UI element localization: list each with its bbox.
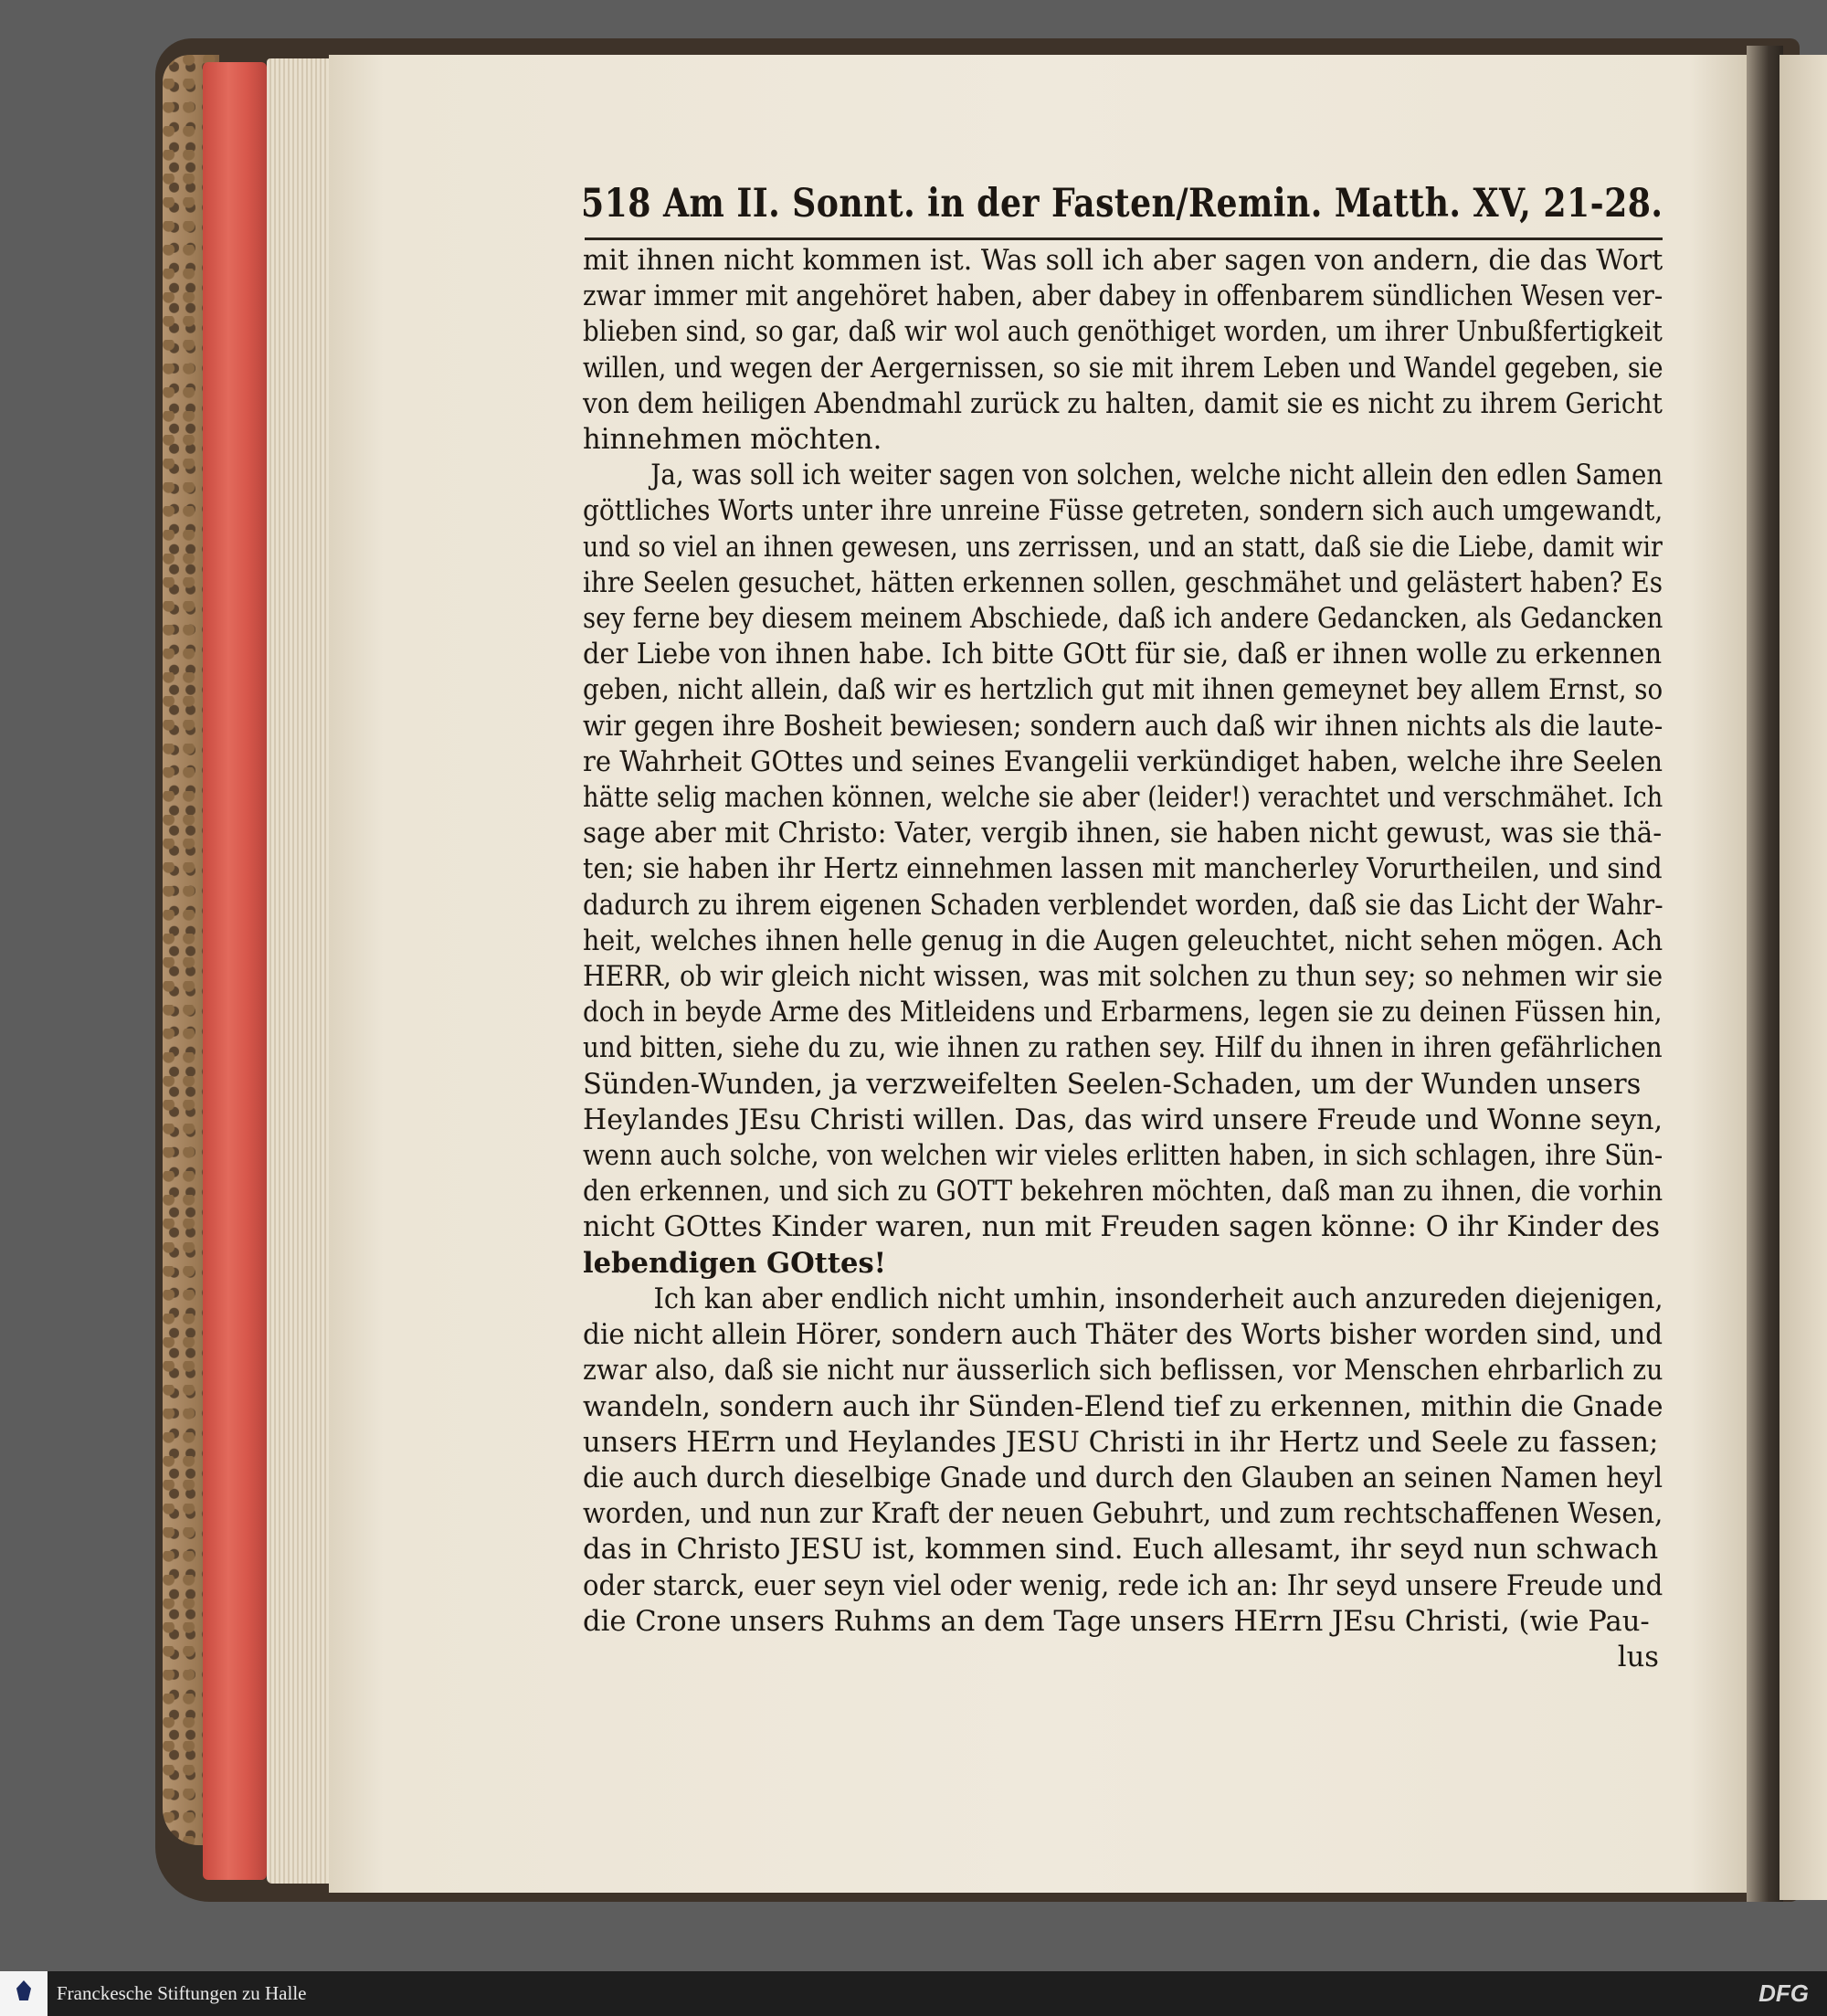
dfg-logo[interactable]: DFG bbox=[1758, 1979, 1809, 2007]
red-page-edge bbox=[203, 62, 267, 1880]
text-line: den erkennen, und sich zu GOTT bekehren möchten, daß man zu ihnen, die vorhin bbox=[583, 1176, 1663, 1209]
text-line: mit ihnen nicht kommen ist. Was soll ich aber sagen von andern, die das Wort bbox=[583, 245, 1663, 277]
institution-name[interactable]: Franckesche Stiftungen zu Halle bbox=[57, 1982, 307, 2004]
text-line: nicht GOttes Kinder waren, nun mit Freuden sagen könne: O ihr Kinder des bbox=[583, 1211, 1661, 1244]
page-stack bbox=[267, 58, 338, 1884]
text-line: Ja, was soll ich weiter sagen von solchen, welche nicht allein den edlen Samen bbox=[650, 459, 1663, 492]
text-line: doch in beyde Arme des Mitleidens und Erbarmens, legen sie zu deinen Füssen hin, bbox=[583, 997, 1663, 1029]
text-line: und so viel an ihnen gewesen, uns zerrissen, und an statt, daß sie die Liebe, damit wir bbox=[583, 531, 1663, 564]
text-line: wenn auch solche, von welchen wir vieles erlitten haben, in sich schlagen, ihre Sün- bbox=[583, 1140, 1663, 1173]
header-rule bbox=[585, 237, 1663, 240]
text-line: lebendigen GOttes! bbox=[583, 1246, 887, 1280]
text-line: geben, nicht allein, daß wir es hertzlich gut mit ihnen gemeynet bey allem Ernst, so bbox=[583, 674, 1663, 707]
viewer-footer-bar bbox=[0, 1971, 1827, 2016]
text-line: die Crone unsers Ruhms an dem Tage unsers HErrn JEsu Christi, (wie Pau- bbox=[583, 1605, 1650, 1638]
text-line: worden, und nun zur Kraft der neuen Gebuhrt, und zum rechtschaffenen Wesen, bbox=[583, 1498, 1663, 1531]
text-line: sage aber mit Christo: Vater, vergib ihnen, sie haben nicht gewust, was sie thä- bbox=[583, 818, 1663, 850]
text-line: blieben sind, so gar, daß wir wol auch genöthiget worden, um ihrer Unbußfertigkeit bbox=[583, 316, 1663, 349]
text-line: zwar immer mit angehöret haben, aber dabey in offenbarem sündlichen Wesen ver- bbox=[583, 280, 1663, 313]
text-line: sey ferne bey diesem meinem Abschiede, daß ich andere Gedancken, als Gedancken bbox=[583, 603, 1663, 636]
facing-page-edge bbox=[1779, 55, 1827, 1900]
text-line: hätte selig machen können, welche sie aber (leider!) verachtet und verschmähet. Ich bbox=[583, 782, 1663, 815]
text-line: die nicht allein Hörer, sondern auch Thäter des Worts bisher worden sind, und bbox=[583, 1319, 1663, 1352]
text-line: Heylandes JEsu Christi willen. Das, das wird unsere Freude und Wonne seyn, bbox=[583, 1103, 1663, 1136]
text-line: heit, welches ihnen helle genug in die Augen geleuchtet, nicht sehen mögen. Ach bbox=[583, 924, 1663, 957]
text-line: hinnehmen möchten. bbox=[583, 424, 882, 457]
text-line: das in Christo JESU ist, kommen sind. Euch allesamt, ihr seyd nun schwach bbox=[583, 1534, 1659, 1567]
text-line: von dem heiligen Abendmahl zurück zu halten, damit sie es nicht zu ihrem Gericht bbox=[583, 387, 1663, 420]
institution-logo-icon bbox=[16, 1980, 31, 2000]
text-line: und bitten, siehe du zu, wie ihnen zu rathen sey. Hilf du ihnen in ihren gefährlichen bbox=[583, 1032, 1663, 1065]
text-line: unsers HErrn und Heylandes JESU Christi in ihr Hertz und Seele zu fassen; bbox=[583, 1426, 1659, 1459]
text-line: ihre Seelen gesuchet, hätten erkennen sollen, geschmähet und gelästert haben? Es bbox=[583, 566, 1663, 599]
text-line: Sünden-Wunden, ja verzweifelten Seelen-Schaden, um der Wunden unsers bbox=[583, 1068, 1642, 1101]
page-text-block bbox=[583, 243, 1663, 1675]
text-line: ten; sie haben ihr Hertz einnehmen lassen mit mancherley Vorurtheilen, und sind bbox=[583, 853, 1663, 886]
text-line: HERR, ob wir gleich nicht wissen, was mit solchen zu thun sey; so nehmen wir sie bbox=[583, 961, 1663, 994]
catchword: lus bbox=[1617, 1641, 1659, 1673]
gutter-shadow bbox=[1747, 46, 1783, 1902]
text-line: die auch durch dieselbige Gnade und durch den Glauben an seinen Namen heyl bbox=[583, 1462, 1663, 1494]
text-line: re Wahrheit GOttes und seines Evangelii verkündiget haben, welche ihre Seelen bbox=[583, 745, 1663, 778]
text-line: der Liebe von ihnen habe. Ich bitte GOtt für sie, daß er ihnen wolle zu erkennen bbox=[583, 639, 1663, 671]
text-line: göttliches Worts unter ihre unreine Füsse getreten, sondern sich auch umgewandt, bbox=[583, 495, 1663, 528]
text-line: dadurch zu ihrem eigenen Schaden verblendet worden, daß sie das Licht der Wahr- bbox=[583, 889, 1663, 922]
text-line: Ich kan aber endlich nicht umhin, insonderheit auch anzureden diejenigen, bbox=[653, 1282, 1663, 1315]
text-line: wandeln, sondern auch ihr Sünden-Elend tief zu erkennen, mithin die Gnade bbox=[583, 1390, 1663, 1423]
text-line: zwar also, daß sie nicht nur äusserlich sich beflissen, vor Menschen ehrbarlich zu bbox=[583, 1355, 1663, 1388]
text-line: wir gegen ihre Bosheit bewiesen; sondern auch daß wir ihnen nichts als die laute- bbox=[583, 710, 1663, 743]
text-line: oder starck, euer seyn viel oder wenig, rede ich an: Ihr seyd unsere Freude und bbox=[583, 1569, 1663, 1602]
institution-logo[interactable] bbox=[0, 1971, 48, 2016]
text-line: willen, und wegen der Aergernissen, so sie mit ihrem Leben und Wandel gegeben, sie bbox=[583, 352, 1663, 385]
running-header: 518 Am II. Sonnt. in der Fasten/Remin. Matth. XV, 21-28. bbox=[581, 181, 1663, 227]
